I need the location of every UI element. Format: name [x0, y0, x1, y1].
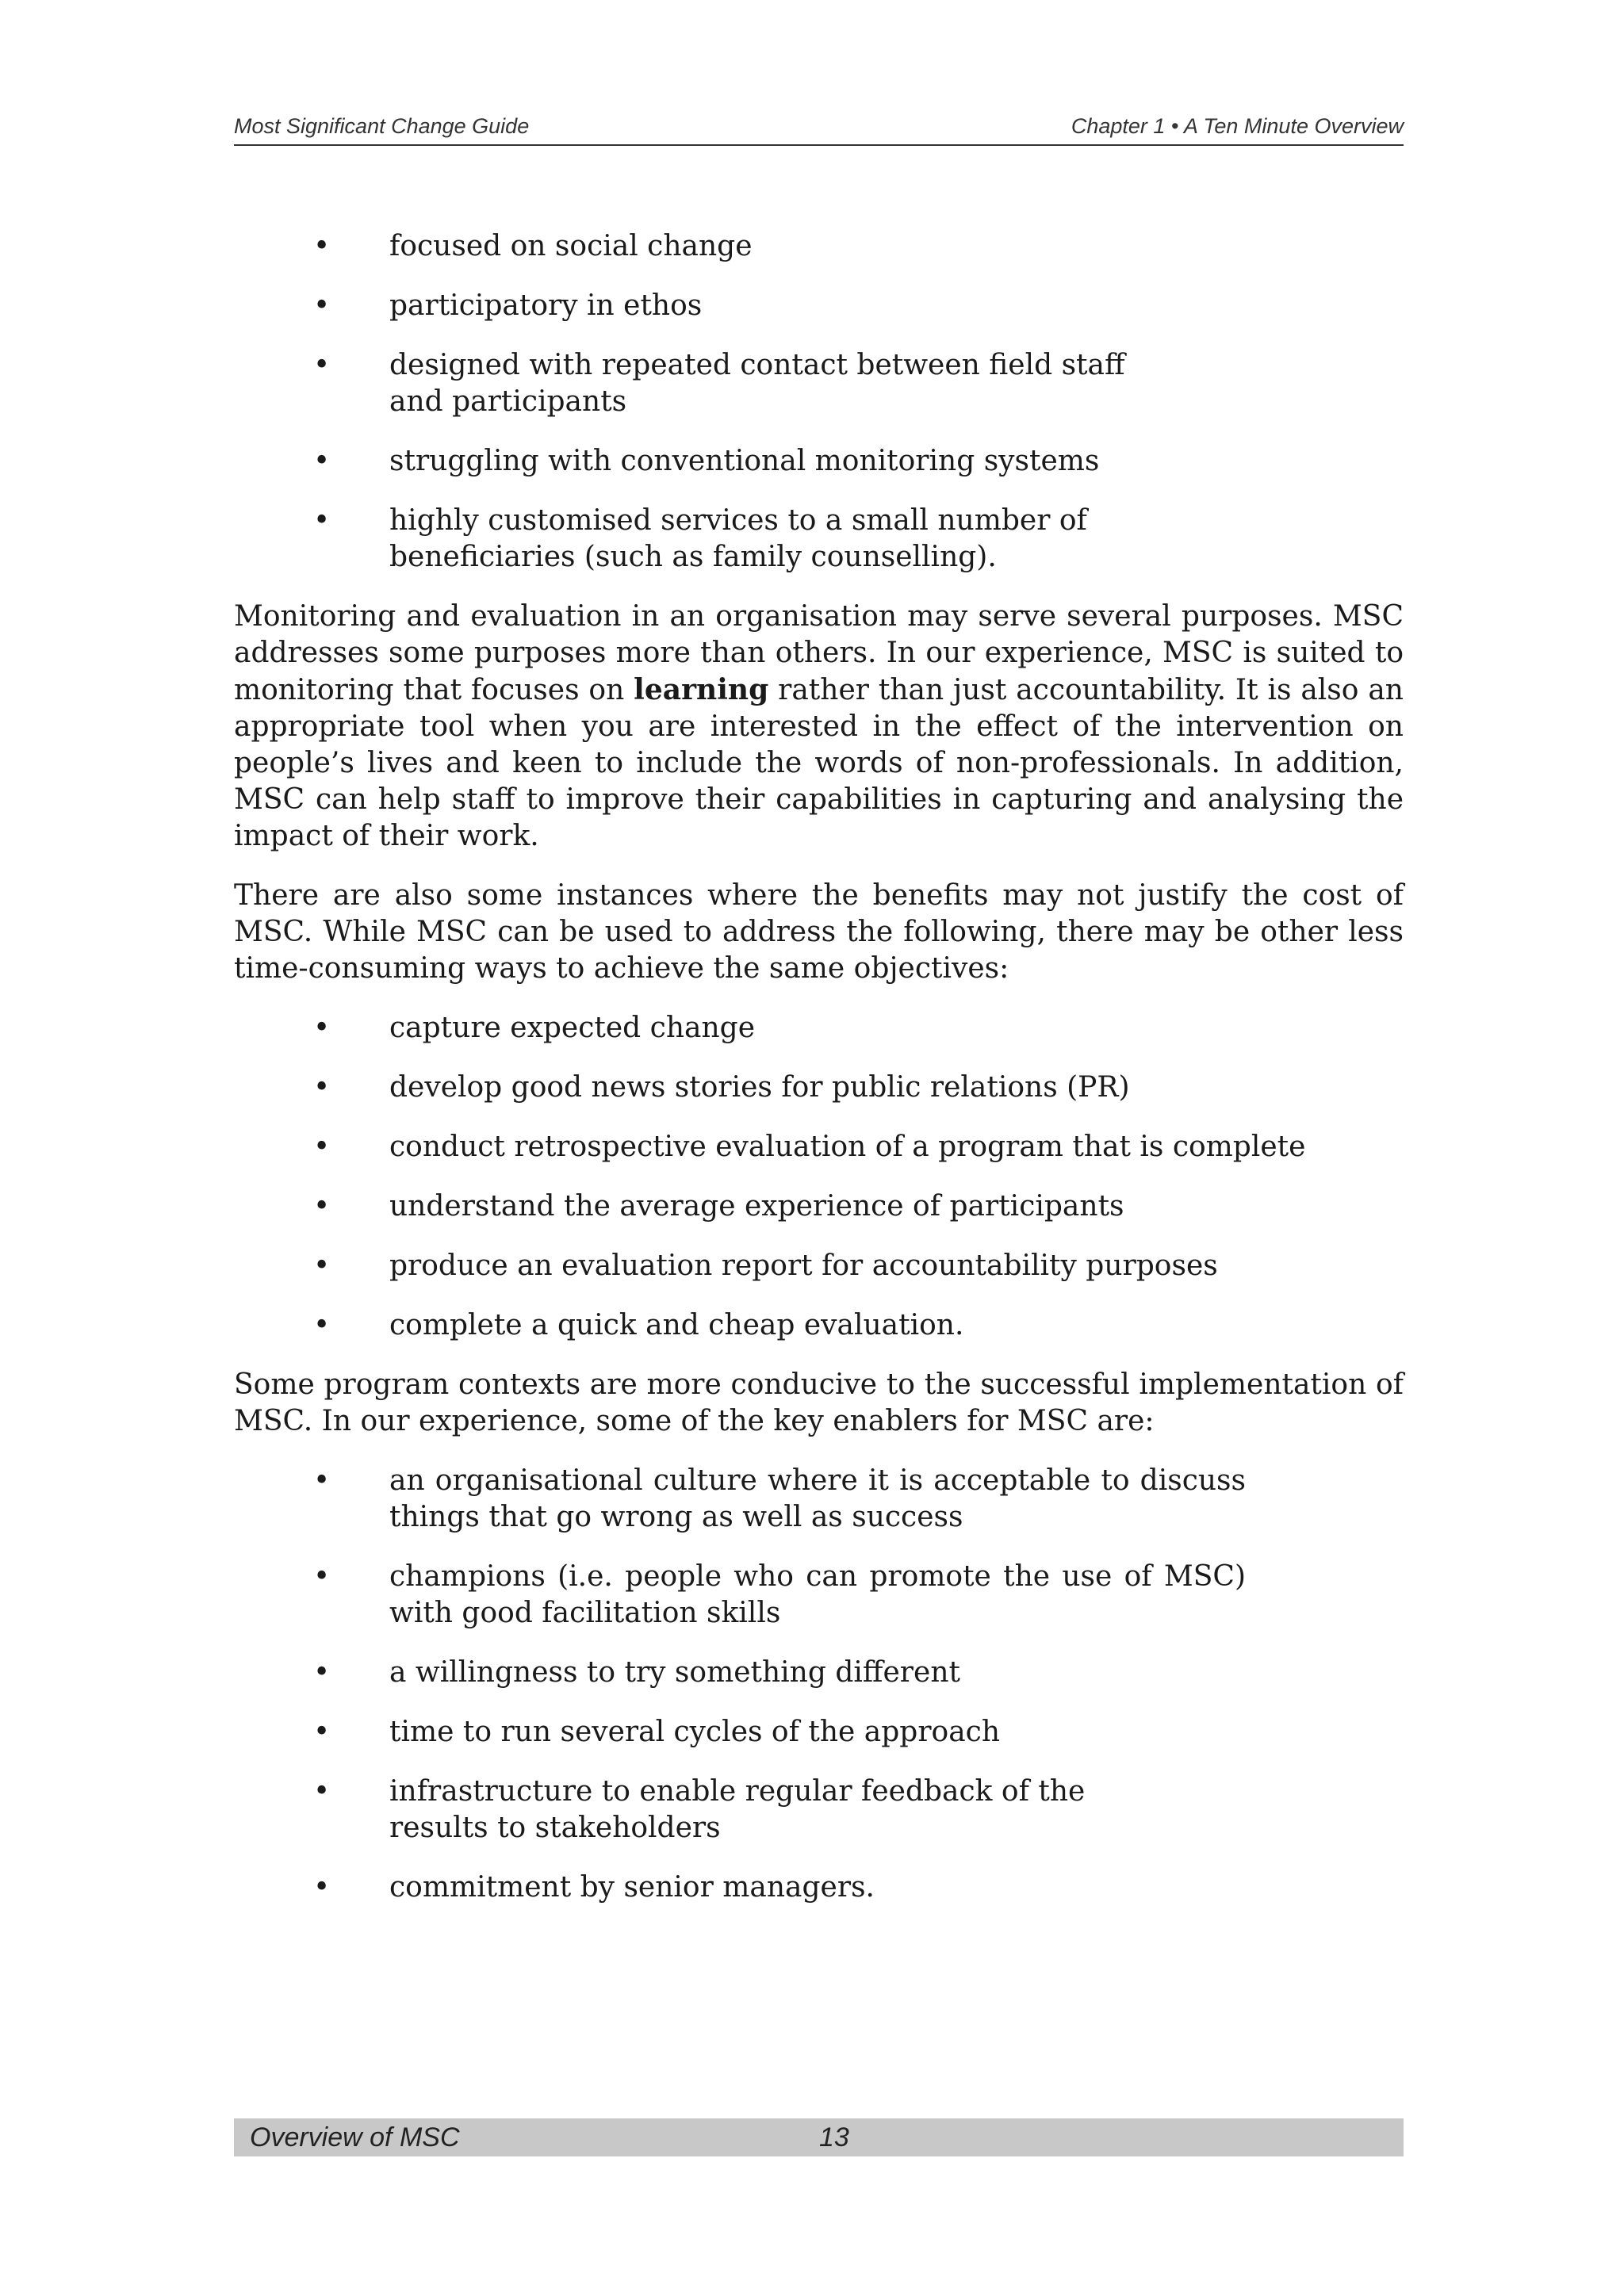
- bold-term-learning: learning: [634, 673, 769, 706]
- list-item-text: participatory in ethos: [389, 289, 703, 322]
- header-chapter-title: Chapter 1 • A Ten Minute Overview: [1071, 114, 1404, 138]
- list-item: [234, 228, 1404, 265]
- bullet-icon: •: [313, 1871, 331, 1904]
- bullet-icon: •: [313, 1190, 331, 1223]
- bullet-icon: •: [313, 349, 331, 381]
- list-item-text: capture expected change: [389, 1012, 756, 1044]
- paragraph-msc-purposes: Monitoring and evaluation in an organisation may serve several purposes. MSC addresses some purposes more than others. In our experience, MSC is suited to monitoring that focuses on learning rather than just accountability. It is also an appropriate tool when you are interested in the effect of the intervention on people’s lives and keen to include the words of non-professionals. In addition, MSC can help staff to improve their capabilities in capturing and analysing the impact of their work.: [234, 600, 1404, 852]
- bullet-icon: •: [313, 1249, 331, 1282]
- list-item: [234, 1248, 1404, 1284]
- list-item: [234, 347, 1404, 420]
- bullet-icon: •: [313, 445, 331, 477]
- bullet-icon: •: [313, 1775, 331, 1808]
- bullet-icon: •: [313, 1012, 331, 1044]
- paragraph-key-enablers-intro: Some program contexts are more conducive to the successful implementation of MSC. In our experience, some of the key enablers for MSC are:: [234, 1368, 1404, 1437]
- bullet-icon: •: [313, 1464, 331, 1497]
- list-item-text: understand the average experience of participants: [389, 1190, 1124, 1223]
- list-item-text: time to run several cycles of the approach: [389, 1716, 1001, 1748]
- list-item-text: infrastructure to enable regular feedback of the results to stakeholders: [389, 1775, 1086, 1844]
- list-item-text: commitment by senior managers.: [389, 1871, 875, 1904]
- list-item-text: complete a quick and cheap evaluation.: [389, 1309, 964, 1341]
- bullet-icon: •: [313, 504, 331, 537]
- list-item: [234, 1714, 1404, 1751]
- list-item: [234, 1070, 1404, 1106]
- list-item-text: struggling with conventional monitoring systems: [389, 445, 1100, 477]
- page-body: [234, 228, 1404, 1929]
- list-item: [234, 1129, 1404, 1165]
- list-item-text: focused on social change: [389, 230, 753, 262]
- bullet-icon: •: [313, 1071, 331, 1104]
- list-item: [234, 1774, 1404, 1846]
- list-item-text: conduct retrospective evaluation of a program that is complete: [389, 1131, 1306, 1163]
- list-item: [234, 288, 1404, 324]
- list-item: [234, 1559, 1404, 1632]
- list-item: [234, 1463, 1404, 1536]
- list-item: [234, 1307, 1404, 1344]
- header-guide-title: Most Significant Change Guide: [234, 114, 530, 138]
- bullet-icon: •: [313, 1716, 331, 1748]
- bullet-icon: •: [313, 1309, 331, 1341]
- list-item-text: a willingness to try something different: [389, 1656, 960, 1689]
- list-item-text: produce an evaluation report for accountability purposes: [389, 1249, 1218, 1282]
- footer-bar: [234, 2118, 1404, 2156]
- bullet-icon: •: [313, 1656, 331, 1689]
- bullet-icon: •: [313, 1131, 331, 1163]
- bullet-list-less-suited-uses: [234, 1010, 1404, 1344]
- paragraph-msc-limitations: There are also some instances where the benefits may not justify the cost of MSC. While MSC can be used to address the following, there may be other less time-consuming ways to achieve the same objectives:: [234, 879, 1404, 985]
- bullet-list-key-enablers: [234, 1463, 1404, 1906]
- running-header: [234, 113, 1404, 146]
- list-item-text: an organisational culture where it is acceptable to discuss things that go wrong as well as success: [389, 1464, 1246, 1533]
- list-item: [234, 503, 1404, 576]
- footer-section-title: Overview of MSC: [250, 2122, 460, 2152]
- list-item-text: highly customised services to a small number of beneficiaries (such as family counselling).: [389, 504, 1087, 573]
- list-item-text: designed with repeated contact between field staff and participants: [389, 349, 1125, 418]
- list-item: [234, 1655, 1404, 1691]
- bullet-icon: •: [313, 1560, 331, 1593]
- list-item: [234, 1869, 1404, 1906]
- list-item: [234, 1010, 1404, 1047]
- list-item-text: champions (i.e. people who can promote the use of MSC) with good facilitation skills: [389, 1560, 1246, 1629]
- list-item-text: develop good news stories for public relations (PR): [389, 1071, 1130, 1104]
- bullet-icon: •: [313, 230, 331, 262]
- bullet-list-program-types: [234, 228, 1404, 576]
- list-item: [234, 443, 1404, 480]
- bullet-icon: •: [313, 289, 331, 322]
- list-item: [234, 1188, 1404, 1225]
- page-number: 13: [819, 2122, 849, 2152]
